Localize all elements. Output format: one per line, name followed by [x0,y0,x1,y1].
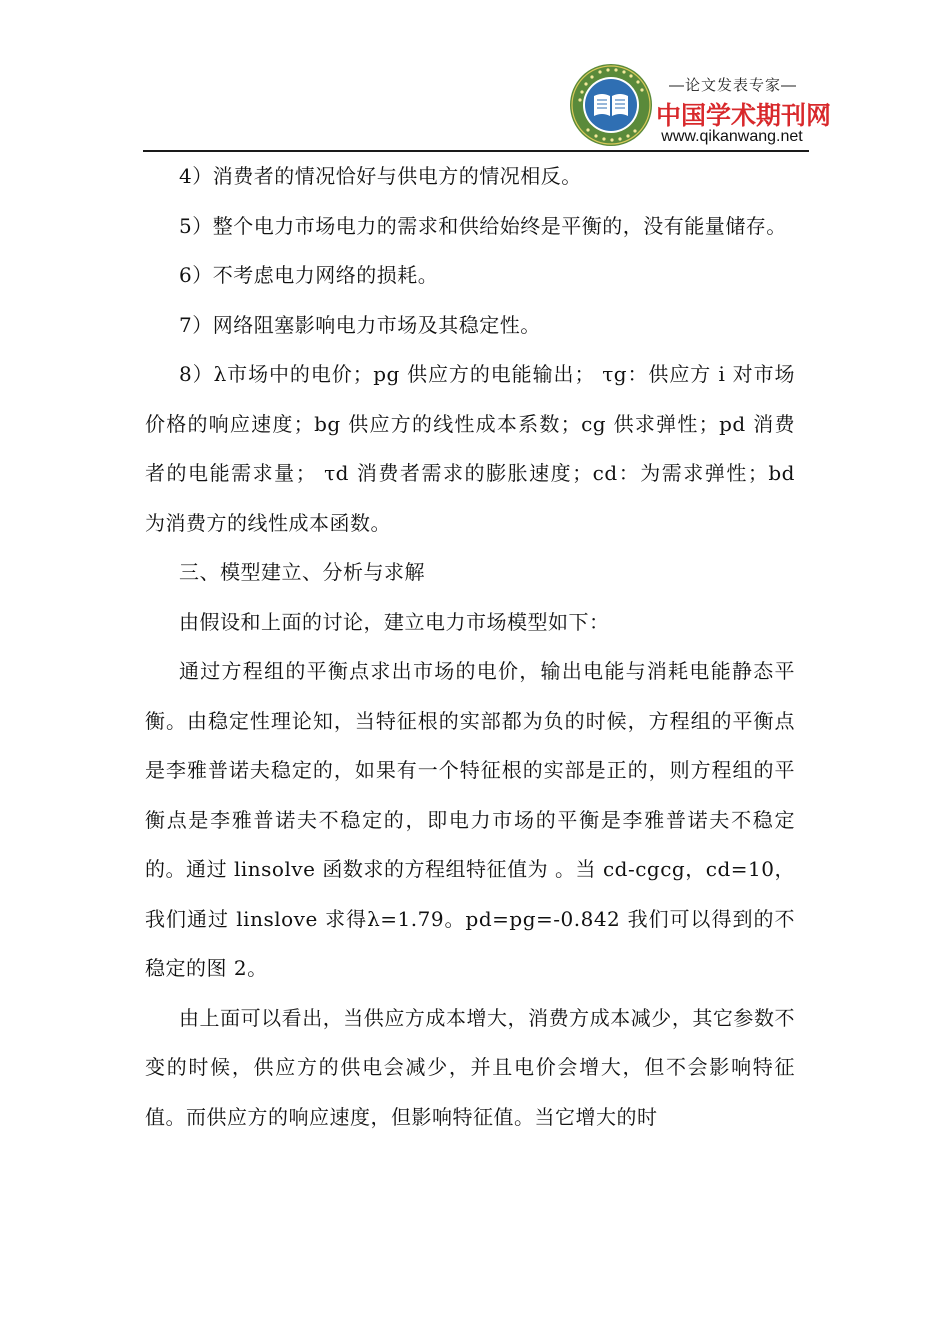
logo-slogan: —论文发表专家— [668,77,797,94]
paragraph-model-intro: 由假设和上面的讨论，建立电力市场模型如下： [179,609,610,634]
logo-site-name: 中国学术期刊网 [656,101,832,130]
section-heading: 三、模型建立、分析与求解 [179,560,425,584]
logo-url[interactable]: www.qikanwang.net [661,128,803,145]
paragraph-assumption-5: 5）整个电力市场电力的需求和供给始终是平衡的，没有能量储存。 [179,213,787,238]
paragraph-assumption-8: 8）λ市场中的电价；pg 供应方的电能输出； τg：供应方 i 对市场价格的响应速度；bg 供应方的线性成本系数；cg 供求弹性；pd 消费者的电能需求量； τd 消费者需求的膨胀速度；cd：为需求弹性；bd 为消费方的线性成本函数。 [145,362,795,535]
seal-emblem-icon [568,62,654,148]
article-body [145,152,795,1142]
paragraph-assumption-7: 7）网络阻塞影响电力市场及其稳定性。 [179,312,541,337]
paragraph-assumption-4: 4）消费者的情况恰好与供电方的情况相反。 [179,164,582,188]
site-logo[interactable] [568,62,832,150]
paragraph-assumption-6: 6）不考虑电力网络的损耗。 [179,263,439,287]
paragraph-stability-analysis: 通过方程组的平衡点求出市场的电价，输出电能与消耗电能静态平衡。由稳定性理论知，当特征根的实部都为负的时候，方程组的平衡点是李雅普诺夫稳定的，如果有一个特征根的实部是正的，则方程组的平衡点是李雅普诺夫不稳定的，即电力市场的平衡是李雅普诺夫不稳定的。通过 linsolve 函数求的方程组特征值为 。当 cd-cgcg，cd=10，我们通过 linslove 求得λ=1.79。pd=pg=-0.842 我们可以得到的不稳定的图 2。 [145,659,795,980]
paragraph-cost-effects: 由上面可以看出，当供应方成本增大，消费方成本减少，其它参数不变的时候，供应方的供电会减少，并且电价会增大，但不会影响特征值。而供应方的响应速度，但影响特征值。当它增大的时 [145,1005,795,1129]
